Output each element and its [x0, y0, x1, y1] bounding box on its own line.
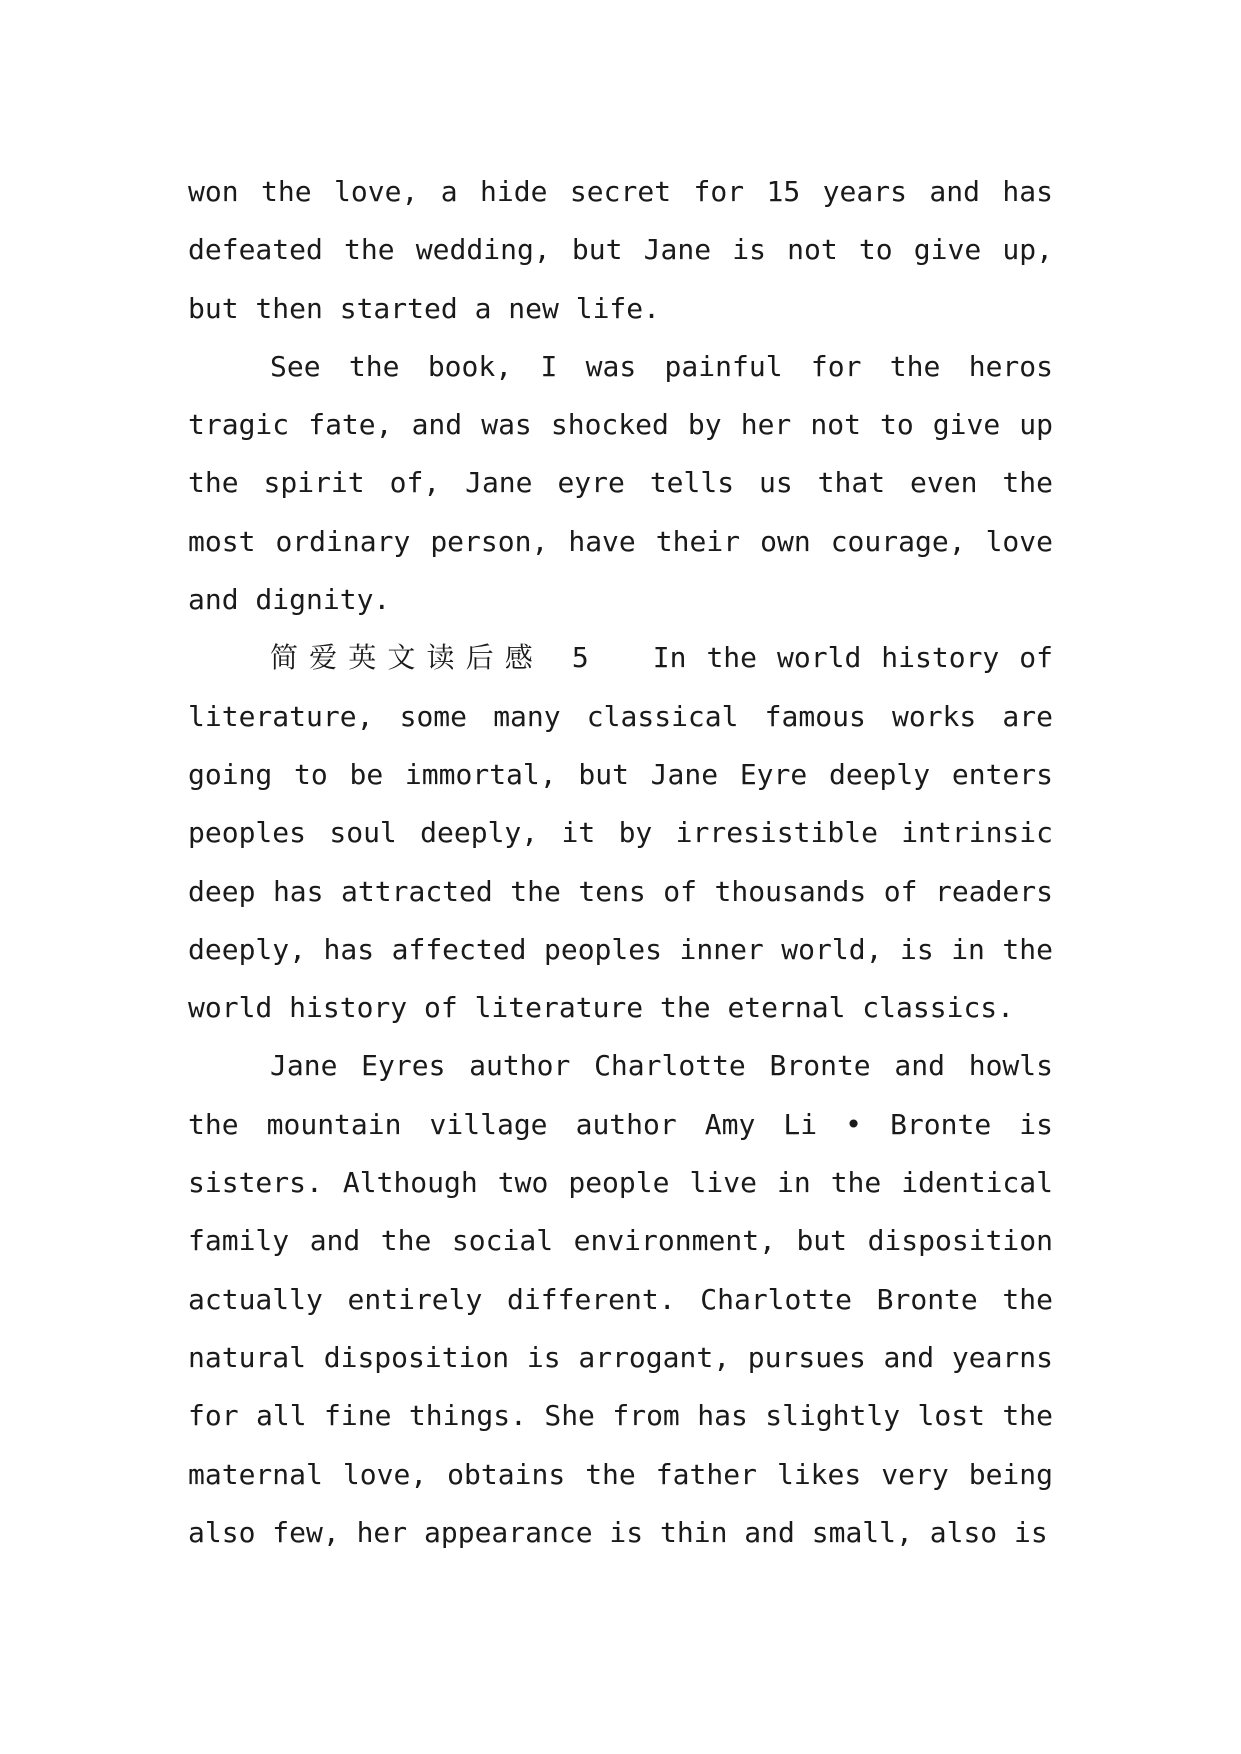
paragraph-authors: Jane Eyres author Charlotte Bronte and howls the mountain village author Amy Li • Bronte is sisters. Although two people live in the identical family and the social environment, but disposition actually entirely different. Charlotte Bronte the natural disposition is arrogant, pursues and yearns for all fine things. She from has slightly lost the maternal love, obtains the father likes very being also few, her appearance is thin and small, also is: [188, 1049, 1053, 1549]
paragraph-essay-5: [188, 629, 1053, 1037]
document-body: [188, 163, 1053, 1562]
essay-heading: 简爱英文读后感 5: [270, 641, 597, 675]
paragraph-continuation: won the love, a hide secret for 15 years and has defeated the wedding, but Jane is not to give up, but then started a new life.: [188, 175, 1053, 325]
paragraph-reflection: See the book, I was painful for the heros tragic fate, and was shocked by her not to give up the spirit of, Jane eyre tells us that even the most ordinary person, have their own courage, love and dignity.: [188, 349, 1053, 617]
essay-5-text: In the world history of literature, some many classical famous works are going to be immortal, but Jane Eyre deeply enters peoples soul deeply, it by irresistible intrinsic deep has attracted the tens of thousands of readers deeply, has affected peoples inner world, is in the world history of literature the eternal classics.: [188, 641, 1053, 1025]
